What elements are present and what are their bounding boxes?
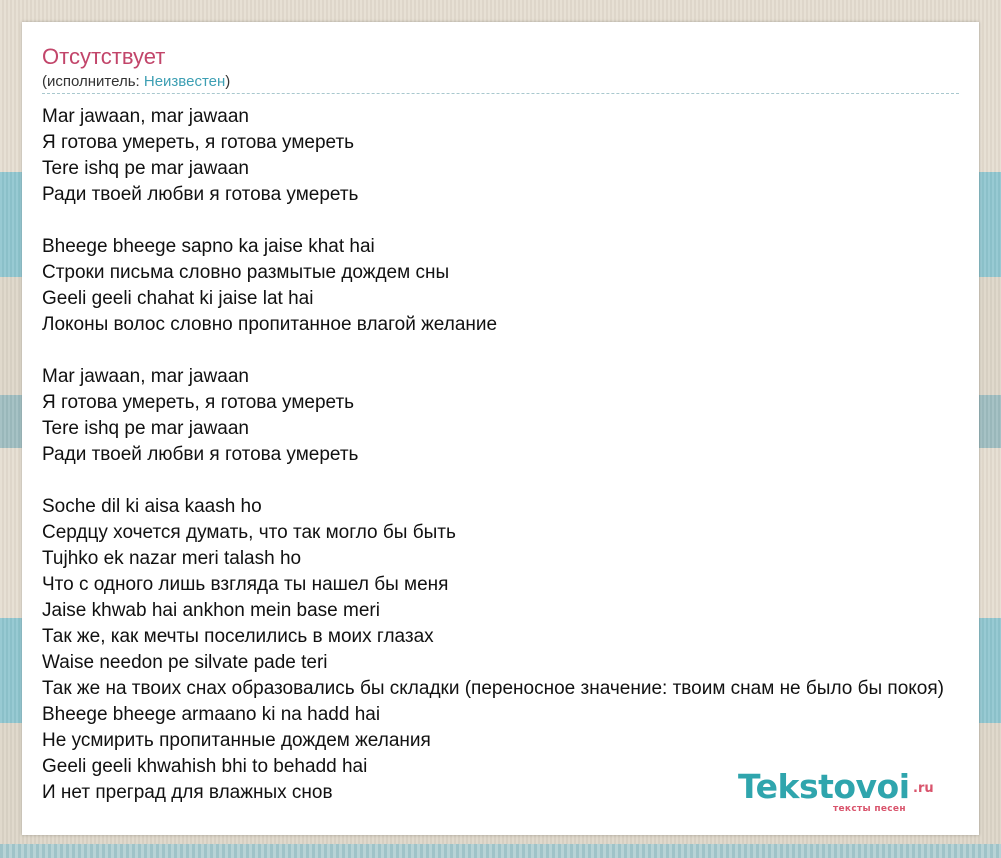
lyric-line: Что с одного лишь взгляда ты нашел бы меня: [42, 574, 449, 595]
lyric-line: Tere ishq pe mar jawaan: [42, 158, 249, 179]
lyric-line: Строки письма словно размытые дождем сны: [42, 262, 450, 283]
lyric-line: Локоны волос словно пропитанное влагой желание: [42, 314, 498, 335]
lyric-line: Так же на твоих снах образовались бы складки (переносное значение: твоим снам не было бы покоя): [42, 678, 944, 699]
lyrics-stanza: [42, 494, 979, 806]
lyric-line: И нет преград для влажных снов: [42, 782, 333, 803]
lyric-line: Tujhko ek nazar meri talash ho: [42, 548, 302, 569]
lyric-line: Ради твоей любви я готова умереть: [42, 444, 359, 465]
footer-strip: [0, 844, 1001, 858]
lyric-line: Bheege bheege sapno ka jaise khat hai: [42, 236, 375, 257]
artist-prefix: (исполнитель:: [42, 73, 144, 90]
logo-tagline: тексты песен: [833, 804, 906, 814]
lyric-line: Bheege bheege armaano ki na hadd hai: [42, 704, 381, 725]
lyric-line: Сердцу хочется думать, что так могло бы быть: [42, 522, 456, 543]
artist-suffix: ): [225, 73, 231, 90]
lyric-line: Так же, как мечты поселились в моих глазах: [42, 626, 434, 647]
lyric-line: Geeli geeli khwahish bhi to behadd hai: [42, 756, 368, 777]
logo-domain: .ru: [913, 781, 934, 796]
lyric-line: Tere ishq pe mar jawaan: [42, 418, 249, 439]
lyric-line: Soche dil ki aisa kaash ho: [42, 496, 262, 517]
artist-link[interactable]: Неизвестен: [143, 73, 226, 90]
lyric-line: Mar jawaan, mar jawaan: [42, 366, 249, 387]
lyrics-stanza: [42, 234, 979, 338]
lyric-line: Mar jawaan, mar jawaan: [42, 106, 249, 127]
lyrics-stanza: [42, 364, 979, 468]
lyric-line: Я готова умереть, я готова умереть: [42, 392, 355, 413]
artist-line: [42, 72, 230, 92]
lyric-line: Не усмирить пропитанные дождем желания: [42, 730, 431, 751]
site-logo[interactable]: [738, 769, 948, 815]
song-title: Отсутствует: [42, 44, 166, 69]
lyric-line: Ради твоей любви я готова умереть: [42, 184, 359, 205]
lyric-line: Jaise khwab hai ankhon mein base meri: [42, 600, 380, 621]
title-divider: [42, 93, 959, 94]
lyric-line: Geeli geeli chahat ki jaise lat hai: [42, 288, 314, 309]
logo-wordmark: Tekstovoi: [738, 767, 910, 806]
lyrics-stanza: [42, 104, 979, 208]
lyrics-card: [22, 22, 979, 835]
lyric-line: Я готова умереть, я готова умереть: [42, 132, 355, 153]
lyric-line: Waise needon pe silvate pade teri: [42, 652, 328, 673]
lyrics-text: [42, 104, 979, 806]
